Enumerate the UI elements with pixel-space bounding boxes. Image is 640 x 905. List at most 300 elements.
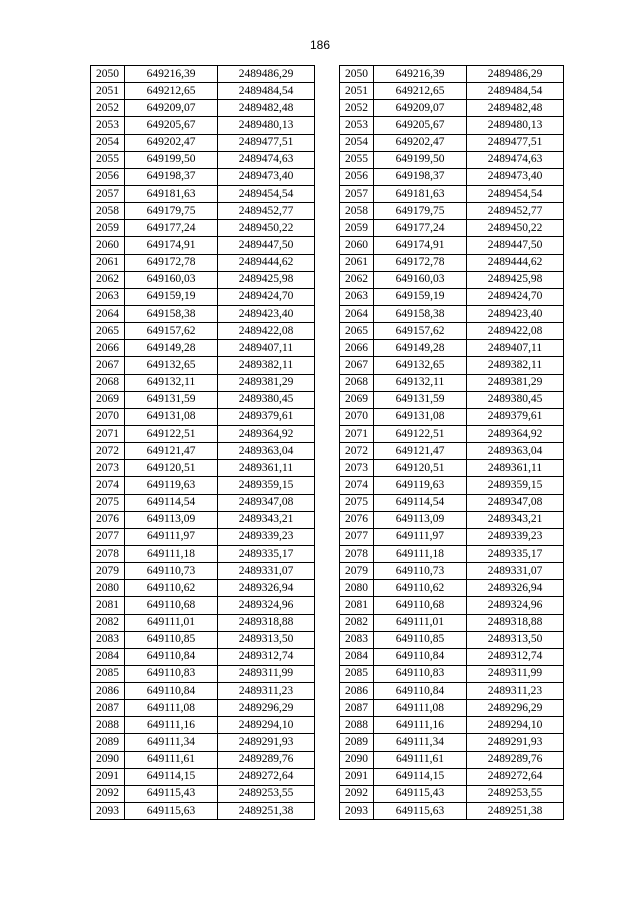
point-number-cell: 2087 <box>340 700 374 717</box>
x-coordinate-cell: 649157,62 <box>125 323 218 340</box>
point-number-cell: 2090 <box>91 751 125 768</box>
y-coordinate-cell: 2489480,13 <box>467 117 564 134</box>
point-number-cell: 2072 <box>340 443 374 460</box>
x-coordinate-cell: 649111,01 <box>125 614 218 631</box>
y-coordinate-cell: 2489312,74 <box>467 648 564 665</box>
point-number-cell: 2065 <box>91 323 125 340</box>
x-coordinate-cell: 649119,63 <box>125 477 218 494</box>
y-coordinate-cell: 2489474,63 <box>467 151 564 168</box>
table-row <box>91 648 315 665</box>
table-row <box>340 528 564 545</box>
x-coordinate-cell: 649110,73 <box>374 563 467 580</box>
point-number-cell: 2077 <box>340 528 374 545</box>
x-coordinate-cell: 649111,61 <box>125 751 218 768</box>
x-coordinate-cell: 649111,18 <box>125 545 218 562</box>
x-coordinate-cell: 649202,47 <box>374 134 467 151</box>
table-row <box>91 134 315 151</box>
y-coordinate-cell: 2489444,62 <box>218 254 315 271</box>
table-row <box>340 545 564 562</box>
point-number-cell: 2061 <box>340 254 374 271</box>
x-coordinate-cell: 649172,78 <box>125 254 218 271</box>
point-number-cell: 2052 <box>91 100 125 117</box>
table-row <box>340 614 564 631</box>
table-row <box>340 168 564 185</box>
y-coordinate-cell: 2489381,29 <box>467 374 564 391</box>
y-coordinate-cell: 2489447,50 <box>218 237 315 254</box>
x-coordinate-cell: 649199,50 <box>125 151 218 168</box>
point-number-cell: 2062 <box>340 271 374 288</box>
x-coordinate-cell: 649131,59 <box>125 391 218 408</box>
point-number-cell: 2061 <box>91 254 125 271</box>
point-number-cell: 2059 <box>91 220 125 237</box>
x-coordinate-cell: 649113,09 <box>374 511 467 528</box>
table-row <box>91 288 315 305</box>
x-coordinate-cell: 649159,19 <box>374 288 467 305</box>
y-coordinate-cell: 2489318,88 <box>467 614 564 631</box>
table-row <box>91 768 315 785</box>
x-coordinate-cell: 649131,59 <box>374 391 467 408</box>
y-coordinate-cell: 2489364,92 <box>218 425 315 442</box>
x-coordinate-cell: 649120,51 <box>125 460 218 477</box>
x-coordinate-cell: 649212,65 <box>125 83 218 100</box>
x-coordinate-cell: 649198,37 <box>374 168 467 185</box>
x-coordinate-cell: 649111,08 <box>374 700 467 717</box>
point-number-cell: 2087 <box>91 700 125 717</box>
x-coordinate-cell: 649111,97 <box>125 528 218 545</box>
coordinates-table-left <box>90 65 315 820</box>
point-number-cell: 2085 <box>340 665 374 682</box>
table-row <box>340 683 564 700</box>
y-coordinate-cell: 2489363,04 <box>467 443 564 460</box>
point-number-cell: 2093 <box>91 803 125 820</box>
coordinates-table-right <box>339 65 564 820</box>
table-row <box>340 83 564 100</box>
point-number-cell: 2066 <box>91 340 125 357</box>
y-coordinate-cell: 2489422,08 <box>467 323 564 340</box>
y-coordinate-cell: 2489380,45 <box>467 391 564 408</box>
x-coordinate-cell: 649122,51 <box>125 425 218 442</box>
x-coordinate-cell: 649131,08 <box>374 408 467 425</box>
table-row <box>340 460 564 477</box>
table-row <box>91 305 315 322</box>
table-row <box>91 700 315 717</box>
point-number-cell: 2074 <box>91 477 125 494</box>
point-number-cell: 2050 <box>91 66 125 83</box>
x-coordinate-cell: 649157,62 <box>374 323 467 340</box>
point-number-cell: 2086 <box>91 683 125 700</box>
y-coordinate-cell: 2489335,17 <box>218 545 315 562</box>
y-coordinate-cell: 2489311,23 <box>467 683 564 700</box>
table-row <box>340 391 564 408</box>
x-coordinate-cell: 649198,37 <box>125 168 218 185</box>
y-coordinate-cell: 2489324,96 <box>467 597 564 614</box>
y-coordinate-cell: 2489423,40 <box>218 305 315 322</box>
x-coordinate-cell: 649181,63 <box>125 185 218 202</box>
table-row <box>340 288 564 305</box>
table-row <box>91 357 315 374</box>
table-row <box>91 580 315 597</box>
x-coordinate-cell: 649111,97 <box>374 528 467 545</box>
point-number-cell: 2069 <box>91 391 125 408</box>
x-coordinate-cell: 649205,67 <box>125 117 218 134</box>
x-coordinate-cell: 649177,24 <box>125 220 218 237</box>
y-coordinate-cell: 2489311,23 <box>218 683 315 700</box>
point-number-cell: 2071 <box>340 425 374 442</box>
x-coordinate-cell: 649111,16 <box>374 717 467 734</box>
x-coordinate-cell: 649132,65 <box>374 357 467 374</box>
y-coordinate-cell: 2489294,10 <box>467 717 564 734</box>
table-row <box>340 494 564 511</box>
point-number-cell: 2078 <box>91 545 125 562</box>
point-number-cell: 2081 <box>340 597 374 614</box>
table-row <box>340 580 564 597</box>
y-coordinate-cell: 2489361,11 <box>467 460 564 477</box>
table-row <box>91 614 315 631</box>
x-coordinate-cell: 649115,43 <box>125 785 218 802</box>
table-row <box>91 563 315 580</box>
point-number-cell: 2078 <box>340 545 374 562</box>
table-row <box>340 785 564 802</box>
point-number-cell: 2056 <box>91 168 125 185</box>
y-coordinate-cell: 2489313,50 <box>218 631 315 648</box>
table-row <box>340 305 564 322</box>
table-row <box>340 220 564 237</box>
y-coordinate-cell: 2489363,04 <box>218 443 315 460</box>
y-coordinate-cell: 2489296,29 <box>218 700 315 717</box>
point-number-cell: 2083 <box>91 631 125 648</box>
y-coordinate-cell: 2489251,38 <box>467 803 564 820</box>
table-row <box>91 494 315 511</box>
x-coordinate-cell: 649111,01 <box>374 614 467 631</box>
x-coordinate-cell: 649216,39 <box>374 66 467 83</box>
y-coordinate-cell: 2489343,21 <box>218 511 315 528</box>
y-coordinate-cell: 2489424,70 <box>218 288 315 305</box>
x-coordinate-cell: 649110,73 <box>125 563 218 580</box>
point-number-cell: 2060 <box>91 237 125 254</box>
point-number-cell: 2065 <box>340 323 374 340</box>
y-coordinate-cell: 2489480,13 <box>218 117 315 134</box>
point-number-cell: 2088 <box>340 717 374 734</box>
x-coordinate-cell: 649111,34 <box>374 734 467 751</box>
x-coordinate-cell: 649209,07 <box>374 100 467 117</box>
y-coordinate-cell: 2489484,54 <box>467 83 564 100</box>
y-coordinate-cell: 2489474,63 <box>218 151 315 168</box>
point-number-cell: 2053 <box>340 117 374 134</box>
y-coordinate-cell: 2489473,40 <box>218 168 315 185</box>
table-row <box>340 185 564 202</box>
point-number-cell: 2093 <box>340 803 374 820</box>
y-coordinate-cell: 2489484,54 <box>218 83 315 100</box>
point-number-cell: 2054 <box>340 134 374 151</box>
x-coordinate-cell: 649122,51 <box>374 425 467 442</box>
point-number-cell: 2054 <box>91 134 125 151</box>
point-number-cell: 2059 <box>340 220 374 237</box>
point-number-cell: 2086 <box>340 683 374 700</box>
x-coordinate-cell: 649199,50 <box>374 151 467 168</box>
x-coordinate-cell: 649114,15 <box>374 768 467 785</box>
y-coordinate-cell: 2489422,08 <box>218 323 315 340</box>
point-number-cell: 2050 <box>340 66 374 83</box>
table-row <box>91 271 315 288</box>
table-row <box>91 83 315 100</box>
table-row <box>91 100 315 117</box>
x-coordinate-cell: 649115,43 <box>374 785 467 802</box>
point-number-cell: 2084 <box>91 648 125 665</box>
point-number-cell: 2075 <box>91 494 125 511</box>
y-coordinate-cell: 2489313,50 <box>467 631 564 648</box>
table-row <box>91 408 315 425</box>
y-coordinate-cell: 2489452,77 <box>467 203 564 220</box>
point-number-cell: 2084 <box>340 648 374 665</box>
x-coordinate-cell: 649110,83 <box>374 665 467 682</box>
y-coordinate-cell: 2489407,11 <box>467 340 564 357</box>
point-number-cell: 2058 <box>340 203 374 220</box>
x-coordinate-cell: 649113,09 <box>125 511 218 528</box>
y-coordinate-cell: 2489482,48 <box>218 100 315 117</box>
point-number-cell: 2088 <box>91 717 125 734</box>
x-coordinate-cell: 649159,19 <box>125 288 218 305</box>
y-coordinate-cell: 2489473,40 <box>467 168 564 185</box>
x-coordinate-cell: 649115,63 <box>374 803 467 820</box>
table-row <box>91 220 315 237</box>
x-coordinate-cell: 649110,83 <box>125 665 218 682</box>
table-row <box>91 151 315 168</box>
point-number-cell: 2068 <box>91 374 125 391</box>
point-number-cell: 2063 <box>91 288 125 305</box>
table-row <box>340 648 564 665</box>
point-number-cell: 2051 <box>91 83 125 100</box>
y-coordinate-cell: 2489311,99 <box>467 665 564 682</box>
y-coordinate-cell: 2489294,10 <box>218 717 315 734</box>
y-coordinate-cell: 2489311,99 <box>218 665 315 682</box>
table-row <box>91 460 315 477</box>
point-number-cell: 2074 <box>340 477 374 494</box>
y-coordinate-cell: 2489326,94 <box>218 580 315 597</box>
point-number-cell: 2053 <box>91 117 125 134</box>
y-coordinate-cell: 2489272,64 <box>467 768 564 785</box>
x-coordinate-cell: 649160,03 <box>374 271 467 288</box>
y-coordinate-cell: 2489482,48 <box>467 100 564 117</box>
y-coordinate-cell: 2489324,96 <box>218 597 315 614</box>
point-number-cell: 2079 <box>340 563 374 580</box>
y-coordinate-cell: 2489331,07 <box>218 563 315 580</box>
table-row <box>340 271 564 288</box>
x-coordinate-cell: 649174,91 <box>374 237 467 254</box>
point-number-cell: 2058 <box>91 203 125 220</box>
point-number-cell: 2077 <box>91 528 125 545</box>
table-row <box>340 717 564 734</box>
table-row <box>340 254 564 271</box>
x-coordinate-cell: 649111,16 <box>125 717 218 734</box>
x-coordinate-cell: 649115,63 <box>125 803 218 820</box>
point-number-cell: 2057 <box>91 185 125 202</box>
x-coordinate-cell: 649110,84 <box>374 648 467 665</box>
y-coordinate-cell: 2489486,29 <box>218 66 315 83</box>
table-row <box>91 545 315 562</box>
point-number-cell: 2064 <box>91 305 125 322</box>
x-coordinate-cell: 649114,54 <box>125 494 218 511</box>
point-number-cell: 2081 <box>91 597 125 614</box>
point-number-cell: 2085 <box>91 665 125 682</box>
y-coordinate-cell: 2489477,51 <box>467 134 564 151</box>
y-coordinate-cell: 2489477,51 <box>218 134 315 151</box>
table-row <box>91 66 315 83</box>
x-coordinate-cell: 649131,08 <box>125 408 218 425</box>
x-coordinate-cell: 649174,91 <box>125 237 218 254</box>
point-number-cell: 2073 <box>91 460 125 477</box>
y-coordinate-cell: 2489343,21 <box>467 511 564 528</box>
x-coordinate-cell: 649119,63 <box>374 477 467 494</box>
y-coordinate-cell: 2489289,76 <box>218 751 315 768</box>
table-row <box>91 323 315 340</box>
point-number-cell: 2091 <box>340 768 374 785</box>
y-coordinate-cell: 2489382,11 <box>467 357 564 374</box>
point-number-cell: 2056 <box>340 168 374 185</box>
y-coordinate-cell: 2489253,55 <box>467 785 564 802</box>
table-row <box>340 665 564 682</box>
table-row <box>340 203 564 220</box>
x-coordinate-cell: 649110,85 <box>374 631 467 648</box>
point-number-cell: 2067 <box>91 357 125 374</box>
table-row <box>91 117 315 134</box>
point-number-cell: 2092 <box>340 785 374 802</box>
table-row <box>340 477 564 494</box>
y-coordinate-cell: 2489444,62 <box>467 254 564 271</box>
table-row <box>340 425 564 442</box>
table-row <box>91 717 315 734</box>
point-number-cell: 2073 <box>340 460 374 477</box>
y-coordinate-cell: 2489251,38 <box>218 803 315 820</box>
x-coordinate-cell: 649111,34 <box>125 734 218 751</box>
point-number-cell: 2083 <box>340 631 374 648</box>
table-row <box>91 683 315 700</box>
table-row <box>340 66 564 83</box>
table-row <box>340 768 564 785</box>
x-coordinate-cell: 649111,08 <box>125 700 218 717</box>
point-number-cell: 2055 <box>340 151 374 168</box>
point-number-cell: 2057 <box>340 185 374 202</box>
x-coordinate-cell: 649110,68 <box>374 597 467 614</box>
point-number-cell: 2092 <box>91 785 125 802</box>
table-row <box>91 374 315 391</box>
table-row <box>340 117 564 134</box>
table-row <box>340 803 564 820</box>
x-coordinate-cell: 649120,51 <box>374 460 467 477</box>
x-coordinate-cell: 649110,62 <box>125 580 218 597</box>
x-coordinate-cell: 649132,11 <box>125 374 218 391</box>
y-coordinate-cell: 2489291,93 <box>467 734 564 751</box>
table-row <box>340 443 564 460</box>
table-row <box>340 751 564 768</box>
x-coordinate-cell: 649110,84 <box>125 683 218 700</box>
table-row <box>91 511 315 528</box>
y-coordinate-cell: 2489289,76 <box>467 751 564 768</box>
y-coordinate-cell: 2489364,92 <box>467 425 564 442</box>
y-coordinate-cell: 2489359,15 <box>467 477 564 494</box>
table-row <box>91 168 315 185</box>
point-number-cell: 2082 <box>91 614 125 631</box>
point-number-cell: 2055 <box>91 151 125 168</box>
point-number-cell: 2066 <box>340 340 374 357</box>
table-row <box>340 734 564 751</box>
point-number-cell: 2063 <box>340 288 374 305</box>
x-coordinate-cell: 649160,03 <box>125 271 218 288</box>
x-coordinate-cell: 649132,11 <box>374 374 467 391</box>
table-row <box>340 340 564 357</box>
point-number-cell: 2070 <box>340 408 374 425</box>
x-coordinate-cell: 649114,15 <box>125 768 218 785</box>
point-number-cell: 2062 <box>91 271 125 288</box>
x-coordinate-cell: 649110,84 <box>125 648 218 665</box>
y-coordinate-cell: 2489486,29 <box>467 66 564 83</box>
y-coordinate-cell: 2489425,98 <box>467 271 564 288</box>
table-row <box>91 203 315 220</box>
y-coordinate-cell: 2489339,23 <box>218 528 315 545</box>
table-row <box>340 151 564 168</box>
table-row <box>91 237 315 254</box>
y-coordinate-cell: 2489380,45 <box>218 391 315 408</box>
x-coordinate-cell: 649132,65 <box>125 357 218 374</box>
x-coordinate-cell: 649111,61 <box>374 751 467 768</box>
x-coordinate-cell: 649202,47 <box>125 134 218 151</box>
point-number-cell: 2051 <box>340 83 374 100</box>
point-number-cell: 2075 <box>340 494 374 511</box>
x-coordinate-cell: 649158,38 <box>125 305 218 322</box>
y-coordinate-cell: 2489339,23 <box>467 528 564 545</box>
point-number-cell: 2060 <box>340 237 374 254</box>
y-coordinate-cell: 2489296,29 <box>467 700 564 717</box>
table-row <box>340 631 564 648</box>
point-number-cell: 2069 <box>340 391 374 408</box>
point-number-cell: 2064 <box>340 305 374 322</box>
y-coordinate-cell: 2489452,77 <box>218 203 315 220</box>
point-number-cell: 2067 <box>340 357 374 374</box>
point-number-cell: 2070 <box>91 408 125 425</box>
x-coordinate-cell: 649149,28 <box>374 340 467 357</box>
x-coordinate-cell: 649111,18 <box>374 545 467 562</box>
y-coordinate-cell: 2489450,22 <box>218 220 315 237</box>
table-row <box>91 631 315 648</box>
x-coordinate-cell: 649110,84 <box>374 683 467 700</box>
page-number: 186 <box>309 38 331 52</box>
y-coordinate-cell: 2489379,61 <box>467 408 564 425</box>
y-coordinate-cell: 2489407,11 <box>218 340 315 357</box>
table-row <box>91 443 315 460</box>
point-number-cell: 2071 <box>91 425 125 442</box>
y-coordinate-cell: 2489326,94 <box>467 580 564 597</box>
table-row <box>340 100 564 117</box>
y-coordinate-cell: 2489331,07 <box>467 563 564 580</box>
table-row <box>340 357 564 374</box>
y-coordinate-cell: 2489450,22 <box>467 220 564 237</box>
x-coordinate-cell: 649149,28 <box>125 340 218 357</box>
table-row <box>91 528 315 545</box>
y-coordinate-cell: 2489424,70 <box>467 288 564 305</box>
y-coordinate-cell: 2489359,15 <box>218 477 315 494</box>
table-row <box>340 408 564 425</box>
point-number-cell: 2080 <box>340 580 374 597</box>
table-row <box>340 134 564 151</box>
y-coordinate-cell: 2489318,88 <box>218 614 315 631</box>
table-row <box>91 425 315 442</box>
y-coordinate-cell: 2489347,08 <box>218 494 315 511</box>
table-row <box>340 374 564 391</box>
table-row <box>340 597 564 614</box>
x-coordinate-cell: 649110,85 <box>125 631 218 648</box>
y-coordinate-cell: 2489361,11 <box>218 460 315 477</box>
y-coordinate-cell: 2489425,98 <box>218 271 315 288</box>
point-number-cell: 2068 <box>340 374 374 391</box>
